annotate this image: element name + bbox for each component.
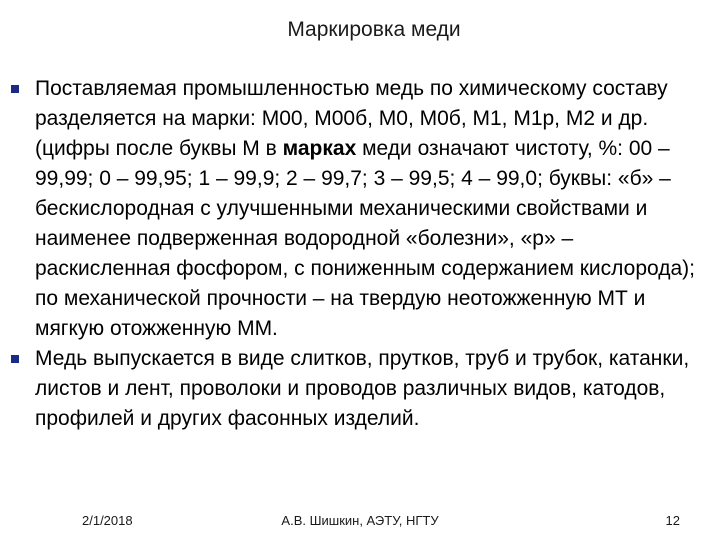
bullet-text-start: Поставляемая промышленностью медь по химическому составу разделяется на марки: М00, М00б, М0, М0б, М1, М1р, М2 и др. (цифры после буквы М в [35, 77, 668, 160]
bullet-item [0, 74, 720, 344]
footer-date: 2/1/2018 [82, 513, 133, 528]
square-bullet-icon [11, 85, 19, 93]
footer-page-number: 12 [665, 513, 680, 528]
footer-author: А.В. Шишкин, АЭТУ, НГТУ [281, 513, 439, 528]
bullet-text [35, 347, 689, 430]
bullet-list [0, 74, 720, 434]
bullet-text-start: Медь выпускается в виде слитков, прутков, труб и трубок, катанки, листов и лент, проволоки и проводов различных видов, катодов, профилей и других фасонных изделий. [35, 347, 690, 430]
bullet-text-end: меди означают чистоту, %: 00 – 99,99; 0 – 99,95; 1 – 99,9; 2 – 99,7; 3 – 99,5; 4 – 99,0; буквы: «б» – бескислородная с улучшенными механическими свойствами и наименее подверженная водородной «болезни», «р» – раскисленная фосфором, с пониженным содержанием кислорода); по механической прочности – на твердую неотожженную МТ и мягкую отожженную ММ. [35, 137, 695, 340]
bullet-text [35, 77, 695, 340]
bullet-text-bold: марках [282, 137, 357, 160]
slide-title: Маркировка меди [287, 18, 461, 41]
bullet-item [0, 344, 720, 434]
square-bullet-icon [11, 355, 19, 363]
